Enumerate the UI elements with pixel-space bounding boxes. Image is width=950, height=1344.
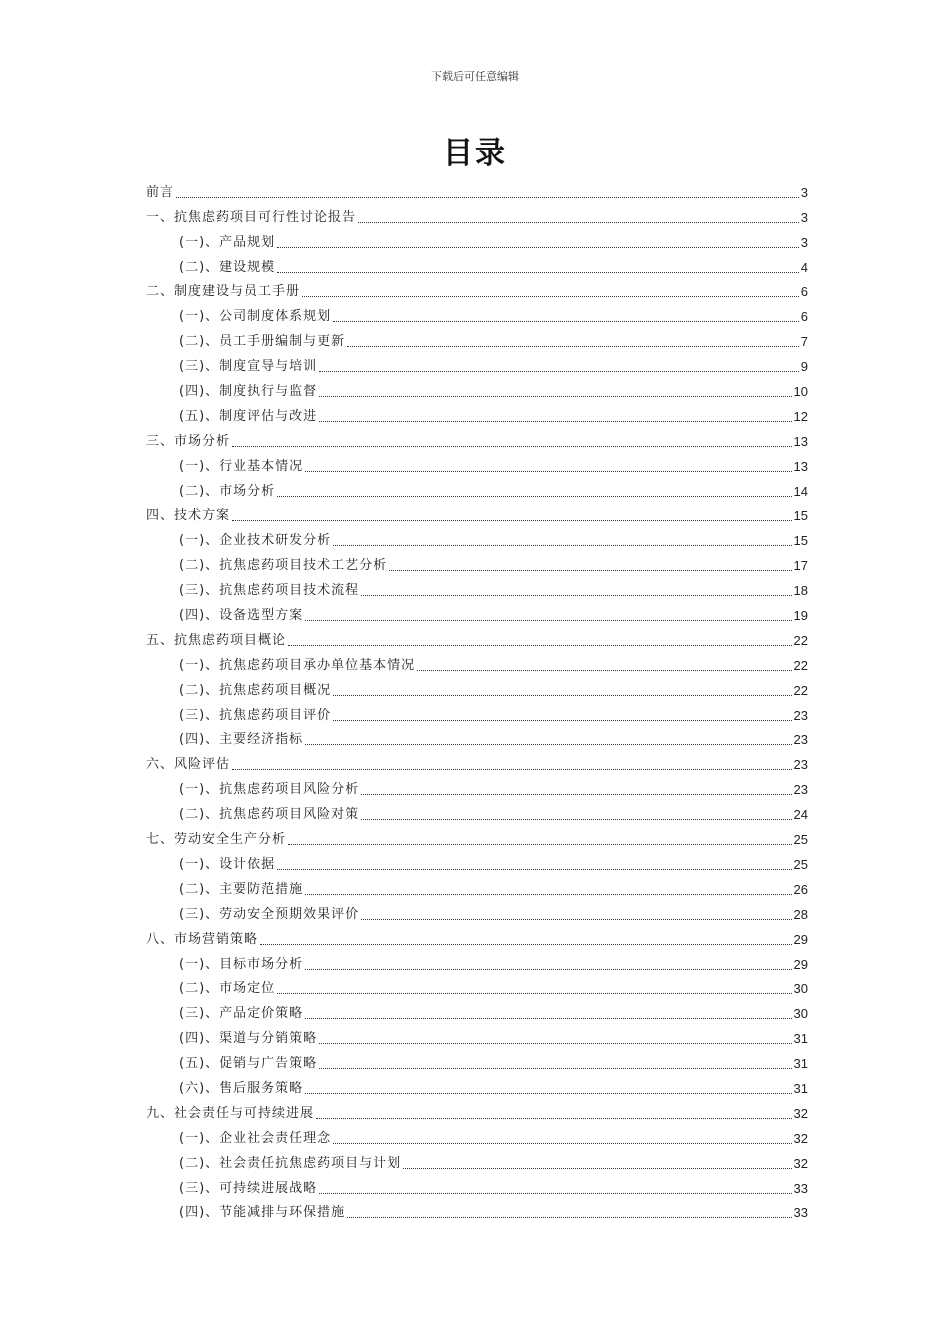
toc-entry[interactable] <box>146 549 808 574</box>
toc-entry-label: (二)、市场定位 <box>179 981 276 997</box>
toc-entry[interactable] <box>146 251 808 276</box>
toc-dot-leader <box>333 545 791 546</box>
toc-dot-leader <box>305 620 791 621</box>
toc-dot-leader <box>232 520 792 521</box>
toc-entry[interactable] <box>146 599 808 624</box>
toc-entry-label: (二)、市场分析 <box>179 483 276 499</box>
toc-entry[interactable] <box>146 425 808 450</box>
toc-entry-page-number: 31 <box>793 1056 808 1072</box>
toc-dot-leader <box>176 197 799 198</box>
toc-dot-leader <box>288 645 792 646</box>
toc-entry-page-number: 30 <box>793 1006 808 1022</box>
toc-entry[interactable] <box>146 624 808 649</box>
table-of-contents <box>146 176 808 1221</box>
toc-entry-label: 二、制度建设与员工手册 <box>146 284 301 300</box>
toc-dot-leader <box>361 919 791 920</box>
toc-dot-leader <box>403 1168 791 1169</box>
toc-entry-label: (六)、售后服务策略 <box>179 1080 304 1096</box>
toc-dot-leader <box>319 1043 791 1044</box>
toc-entry-page-number: 18 <box>793 583 808 599</box>
toc-entry[interactable] <box>146 873 808 898</box>
toc-entry[interactable] <box>146 475 808 500</box>
toc-dot-leader <box>389 570 791 571</box>
toc-entry-label: (一)、抗焦虑药项目风险分析 <box>179 782 360 798</box>
toc-entry-label: (四)、设备选型方案 <box>179 608 304 624</box>
toc-entry-label: (二)、社会责任抗焦虑药项目与计划 <box>179 1155 402 1171</box>
toc-entry[interactable] <box>146 948 808 973</box>
toc-entry-page-number: 3 <box>800 209 808 225</box>
toc-dot-leader <box>302 296 799 297</box>
toc-dot-leader <box>319 1193 791 1194</box>
toc-dot-leader <box>361 794 791 795</box>
toc-entry[interactable] <box>146 997 808 1022</box>
toc-entry-label: 五、抗焦虑药项目概论 <box>146 632 287 648</box>
toc-dot-leader <box>277 869 791 870</box>
toc-dot-leader <box>305 744 791 745</box>
toc-entry-label: (一)、公司制度体系规划 <box>179 309 332 325</box>
toc-dot-leader <box>305 1018 791 1019</box>
toc-dot-leader <box>319 421 791 422</box>
toc-dot-leader <box>316 1118 792 1119</box>
toc-entry-label: (三)、制度宣导与培训 <box>179 359 318 375</box>
toc-entry-page-number: 6 <box>800 284 808 300</box>
toc-dot-leader <box>361 595 791 596</box>
toc-entry[interactable] <box>146 400 808 425</box>
toc-entry-label: 前言 <box>146 184 175 200</box>
toc-entry-page-number: 13 <box>793 458 808 474</box>
toc-entry-label: 六、风险评估 <box>146 757 231 773</box>
toc-entry[interactable] <box>146 574 808 599</box>
toc-entry-label: (三)、可持续进展战略 <box>179 1180 318 1196</box>
toc-entry[interactable] <box>146 325 808 350</box>
toc-dot-leader <box>361 819 791 820</box>
toc-entry-page-number: 4 <box>800 259 808 275</box>
toc-entry-page-number: 12 <box>793 408 808 424</box>
toc-entry-label: (一)、企业社会责任理念 <box>179 1130 332 1146</box>
toc-dot-leader <box>333 321 799 322</box>
toc-entry-page-number: 3 <box>800 184 808 200</box>
toc-entry-page-number: 15 <box>793 508 808 524</box>
toc-entry-page-number: 7 <box>800 334 808 350</box>
toc-dot-leader <box>305 471 791 472</box>
toc-entry-page-number: 22 <box>793 632 808 648</box>
toc-entry-label: (二)、主要防范措施 <box>179 881 304 897</box>
toc-entry-page-number: 23 <box>793 707 808 723</box>
toc-entry[interactable] <box>146 350 808 375</box>
toc-entry-label: (三)、抗焦虑药项目评价 <box>179 707 332 723</box>
toc-entry-label: 三、市场分析 <box>146 433 231 449</box>
toc-dot-leader <box>277 993 791 994</box>
toc-dot-leader <box>417 670 791 671</box>
toc-entry-label: 八、市场营销策略 <box>146 931 259 947</box>
toc-entry[interactable] <box>146 823 808 848</box>
toc-entry-page-number: 15 <box>793 533 808 549</box>
toc-dot-leader <box>319 371 799 372</box>
toc-dot-leader <box>305 969 791 970</box>
toc-entry[interactable] <box>146 699 808 724</box>
toc-entry-page-number: 22 <box>793 682 808 698</box>
toc-entry-page-number: 22 <box>793 657 808 673</box>
toc-dot-leader <box>333 720 791 721</box>
toc-entry[interactable] <box>146 226 808 251</box>
toc-entry-page-number: 14 <box>793 483 808 499</box>
toc-entry-label: (五)、制度评估与改进 <box>179 408 318 424</box>
toc-dot-leader <box>319 396 791 397</box>
toc-entry[interactable] <box>146 1022 808 1047</box>
toc-entry-label: (三)、抗焦虑药项目技术流程 <box>179 583 360 599</box>
toc-entry[interactable] <box>146 450 808 475</box>
toc-entry[interactable] <box>146 276 808 301</box>
toc-entry[interactable] <box>146 500 808 525</box>
toc-entry-label: (一)、企业技术研发分析 <box>179 533 332 549</box>
toc-entry[interactable] <box>146 1047 808 1072</box>
toc-entry-label: (一)、行业基本情况 <box>179 458 304 474</box>
toc-entry-page-number: 24 <box>793 807 808 823</box>
toc-entry[interactable] <box>146 524 808 549</box>
toc-entry-label: (一)、目标市场分析 <box>179 956 304 972</box>
toc-entry-page-number: 31 <box>793 1080 808 1096</box>
toc-entry-page-number: 31 <box>793 1031 808 1047</box>
toc-dot-leader <box>277 247 799 248</box>
toc-entry-page-number: 26 <box>793 881 808 897</box>
toc-entry-page-number: 32 <box>793 1130 808 1146</box>
toc-entry[interactable] <box>146 375 808 400</box>
toc-entry[interactable] <box>146 973 808 998</box>
toc-entry-label: (四)、主要经济指标 <box>179 732 304 748</box>
toc-entry-page-number: 19 <box>793 608 808 624</box>
toc-dot-leader <box>358 222 799 223</box>
page-title: 目录 <box>443 136 507 171</box>
toc-entry[interactable] <box>146 1122 808 1147</box>
toc-entry-page-number: 6 <box>800 309 808 325</box>
toc-entry-label: (四)、渠道与分销策略 <box>179 1031 318 1047</box>
toc-entry[interactable] <box>146 176 808 201</box>
toc-entry[interactable] <box>146 674 808 699</box>
toc-entry[interactable] <box>146 773 808 798</box>
toc-entry[interactable] <box>146 848 808 873</box>
toc-entry[interactable] <box>146 201 808 226</box>
toc-entry-page-number: 30 <box>793 981 808 997</box>
toc-entry-page-number: 33 <box>793 1205 808 1221</box>
toc-entry-label: (三)、产品定价策略 <box>179 1006 304 1022</box>
toc-entry-label: (二)、抗焦虑药项目风险对策 <box>179 807 360 823</box>
toc-entry[interactable] <box>146 300 808 325</box>
header-note: 下载后可任意编辑 <box>431 70 519 83</box>
toc-entry-label: (四)、节能减排与环保措施 <box>179 1205 346 1221</box>
toc-dot-leader <box>305 1093 791 1094</box>
toc-entry[interactable] <box>146 1172 808 1197</box>
toc-entry[interactable] <box>146 898 808 923</box>
toc-entry-label: (二)、建设规模 <box>179 259 276 275</box>
toc-entry-label: 一、抗焦虑药项目可行性讨论报告 <box>146 209 357 225</box>
toc-entry-label: (一)、抗焦虑药项目承办单位基本情况 <box>179 657 416 673</box>
toc-entry[interactable] <box>146 1097 808 1122</box>
toc-entry-label: (二)、抗焦虑药项目技术工艺分析 <box>179 558 388 574</box>
toc-entry-page-number: 10 <box>793 384 808 400</box>
toc-entry-label: (二)、员工手册编制与更新 <box>179 334 346 350</box>
toc-entry-page-number: 23 <box>793 732 808 748</box>
toc-entry[interactable] <box>146 748 808 773</box>
toc-entry-page-number: 25 <box>793 832 808 848</box>
toc-dot-leader <box>333 1143 791 1144</box>
toc-entry-page-number: 32 <box>793 1155 808 1171</box>
toc-entry-label: (五)、促销与广告策略 <box>179 1056 318 1072</box>
toc-entry[interactable] <box>146 923 808 948</box>
toc-dot-leader <box>319 1068 791 1069</box>
toc-entry-page-number: 3 <box>800 234 808 250</box>
toc-entry[interactable] <box>146 1197 808 1222</box>
toc-dot-leader <box>277 272 799 273</box>
toc-entry[interactable] <box>146 1147 808 1172</box>
toc-entry-label: 九、社会责任与可持续进展 <box>146 1105 315 1121</box>
toc-entry-page-number: 17 <box>793 558 808 574</box>
toc-dot-leader <box>232 769 792 770</box>
toc-entry-label: 四、技术方案 <box>146 508 231 524</box>
toc-entry-label: (四)、制度执行与监督 <box>179 384 318 400</box>
toc-entry-label: 七、劳动安全生产分析 <box>146 832 287 848</box>
toc-entry[interactable] <box>146 1072 808 1097</box>
toc-dot-leader <box>277 496 791 497</box>
toc-entry-page-number: 33 <box>793 1180 808 1196</box>
toc-dot-leader <box>232 446 792 447</box>
toc-entry-page-number: 28 <box>793 906 808 922</box>
toc-entry-label: (二)、抗焦虑药项目概况 <box>179 682 332 698</box>
toc-entry[interactable] <box>146 649 808 674</box>
toc-entry-page-number: 29 <box>793 956 808 972</box>
toc-entry-page-number: 9 <box>800 359 808 375</box>
toc-dot-leader <box>333 695 791 696</box>
toc-entry-page-number: 32 <box>793 1105 808 1121</box>
toc-dot-leader <box>305 894 791 895</box>
toc-dot-leader <box>260 944 792 945</box>
toc-entry-label: (一)、设计依据 <box>179 856 276 872</box>
toc-entry-page-number: 29 <box>793 931 808 947</box>
toc-entry-page-number: 23 <box>793 757 808 773</box>
toc-dot-leader <box>347 1217 791 1218</box>
toc-entry-label: (一)、产品规划 <box>179 234 276 250</box>
toc-entry[interactable] <box>146 798 808 823</box>
toc-entry-page-number: 23 <box>793 782 808 798</box>
toc-entry-page-number: 25 <box>793 856 808 872</box>
toc-dot-leader <box>288 844 792 845</box>
toc-entry[interactable] <box>146 724 808 749</box>
toc-dot-leader <box>347 346 799 347</box>
toc-entry-label: (三)、劳动安全预期效果评价 <box>179 906 360 922</box>
toc-entry-page-number: 13 <box>793 433 808 449</box>
